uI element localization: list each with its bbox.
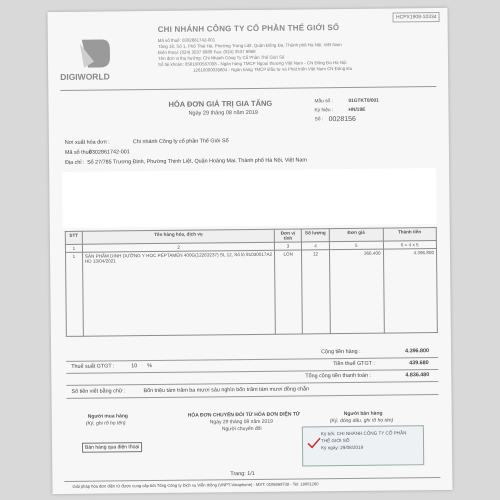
footer-divider (64, 477, 440, 482)
stamp-signed-date: Ký ngày: 29/08/2019 (321, 444, 364, 451)
phone-sale-note: Bán hàng qua điện thoại (82, 442, 142, 453)
origin-tax-label: Mã số thuế : (64, 149, 95, 156)
number-label: Số : (314, 117, 324, 123)
words-divider (67, 394, 439, 398)
col-unit: Đơn vị tính (275, 229, 301, 242)
col-name: Tên hàng hóa, dịch vụ (82, 229, 275, 244)
row-qty: 12 (301, 250, 330, 334)
subtotal-value: 4.396.800 (405, 348, 430, 355)
vat-rate-label: Thuế suất GTGT : (71, 363, 115, 370)
form-label: Mẫu số : (314, 99, 333, 105)
seller-account-1: Số tài khoản: 0581000587008 - Ngân hàng TMCP Ngoại thương Việt Nam - CN Đống Đa Hà Nội (158, 59, 347, 67)
issuer-label: Nơi xuất hóa đơn : (64, 139, 110, 146)
seller-address: Tầng 16, Số 1, Phố Thái Hà, Phường Trung Liệt, Quận Đống Đa, Thành phố Hà Nội, Việt Nam (157, 42, 342, 49)
seller-account-2: 12610000039804 - Ngân hàng TMCP Đầu tư và Phát triển Việt Nam CN Đống Đa (193, 65, 353, 73)
vat-rate-percent: % (147, 363, 153, 370)
items-table (65, 227, 438, 337)
converted-invoice-title: HÓA ĐƠN CHUYỂN ĐỔI TỪ HÓA ĐƠN ĐIỆN TỬ (187, 411, 301, 419)
table-row (66, 249, 438, 337)
seller-tax-code: Mã số thuế: 0302861742-001 (157, 37, 216, 43)
vat-label: Tiền thuế GTGT : (333, 360, 375, 368)
seller-phone: Điện thoại: (024) 3537 6888 Fax: (024) 3537 6868 (157, 48, 256, 55)
redacted-buyer-info (62, 168, 437, 228)
row-item-name: SẢN PHẨM DINH DƯỠNG Y HỌC PEPTAMEN 400G(12263237) SL 12, Số lô 91030017A2 HD 13/04/2021 (82, 250, 275, 336)
provider-note: Giải pháp hóa đơn điện tử được cung cấp bởi Tổng Công ty Dịch vụ Viễn thông (VNPT-Vinaphone) - MST: 0106869738 - Tel: 18001260 (72, 481, 319, 489)
stamp-signed-by: Ký bởi: CHI NHÁNH CÔNG TY CỔ PHẦN (320, 430, 407, 437)
digital-signature-stamp (302, 425, 424, 466)
grand-divider (66, 381, 438, 385)
digiworld-logo (58, 35, 131, 86)
col-amount: Thành tiền (383, 228, 437, 242)
totals-divider (66, 357, 438, 361)
issuer-value: Chi nhánh Công ty cổ phần Thế Giới Số (132, 138, 229, 146)
grand-total-value: 4.836.480 (405, 372, 430, 379)
header-divider (60, 86, 436, 91)
index-cell: 5 (330, 241, 383, 250)
index-cell: 3 (275, 242, 301, 250)
origin-address-value: Số 27/785 Trương Định, Phường Thịnh Liệt, Quận Hoàng Mai, Thành phố Hà Nội, Việt Nam (87, 157, 307, 166)
invoice-sheet (47, 8, 452, 494)
index-cell: 2 (82, 242, 275, 252)
converted-date: Ngày 29 tháng 08 năm 2019 (209, 418, 273, 426)
buyer-signature-note: (Ký, ghi rõ họ tên) (85, 420, 126, 427)
logo-wordmark: DIGIWORLD (60, 71, 110, 82)
stamp-company: THẾ GIỚI SỐ (320, 437, 350, 444)
index-cell: 1 (65, 244, 82, 252)
row-stt: 1 (66, 252, 84, 336)
document-serial: HCPX1908-10334 (393, 12, 440, 22)
row-amount: 4.396.800 (383, 249, 437, 334)
origin-tax-value: 0302861742-001 (88, 149, 130, 156)
invoice-title: HÓA ĐƠN GIÁ TRỊ GIA TĂNG (168, 98, 273, 109)
form-value: 01GTKT0/001 (348, 98, 379, 104)
col-stt: STT (65, 231, 82, 244)
seller-account-name: Tên đơn vị thụ hưởng: Chi Nhánh Công Ty Cổ Phần Thế Giới Số (157, 54, 285, 61)
col-price: Đơn giá (330, 228, 383, 242)
vat-divider (66, 369, 438, 373)
origin-address-label: Địa chỉ : (65, 159, 85, 166)
seller-signature-title: Người bán hàng (343, 410, 383, 418)
subtotal-label: Cộng tiền hàng : (321, 348, 361, 356)
seller-signature-note: (Ký, đóng dấu, ghi rõ họ tên) (329, 417, 394, 425)
seller-company-name: CHI NHÁNH CÔNG TY CỔ PHẦN THẾ GIỚI SỐ (157, 23, 340, 34)
row-unit: LON (275, 250, 302, 334)
symbol-value: HN/19E (348, 107, 366, 113)
buyer-signature-title: Người mua hàng (87, 413, 128, 420)
vat-rate-value: 10 (131, 363, 138, 370)
vat-value: 439.680 (409, 360, 429, 367)
index-cell: 6 = 4 x 5 (383, 241, 437, 250)
words-label: Số tiền viết bằng chữ : (71, 388, 126, 395)
number-value: 0028156 (328, 115, 356, 124)
index-cell: 4 (301, 242, 330, 250)
converter-title: Người chuyển đổi (221, 425, 262, 433)
grand-total-label: Tổng cộng tiền thanh toán : (305, 372, 371, 380)
checkmark-icon (307, 437, 321, 449)
col-qty: Số lượng (301, 229, 330, 242)
invoice-date: Ngày 29 tháng 08 năm 2019 (188, 109, 259, 117)
page-number: Trang: 1/1 (230, 470, 255, 478)
words-value: Bốn triệu tám trăm ba mươi sáu nghìn bốn trăm tám mươi đồng chẵn (143, 386, 310, 395)
symbol-label: Ký hiệu : (314, 108, 334, 114)
row-price: 366.400 (330, 249, 384, 334)
